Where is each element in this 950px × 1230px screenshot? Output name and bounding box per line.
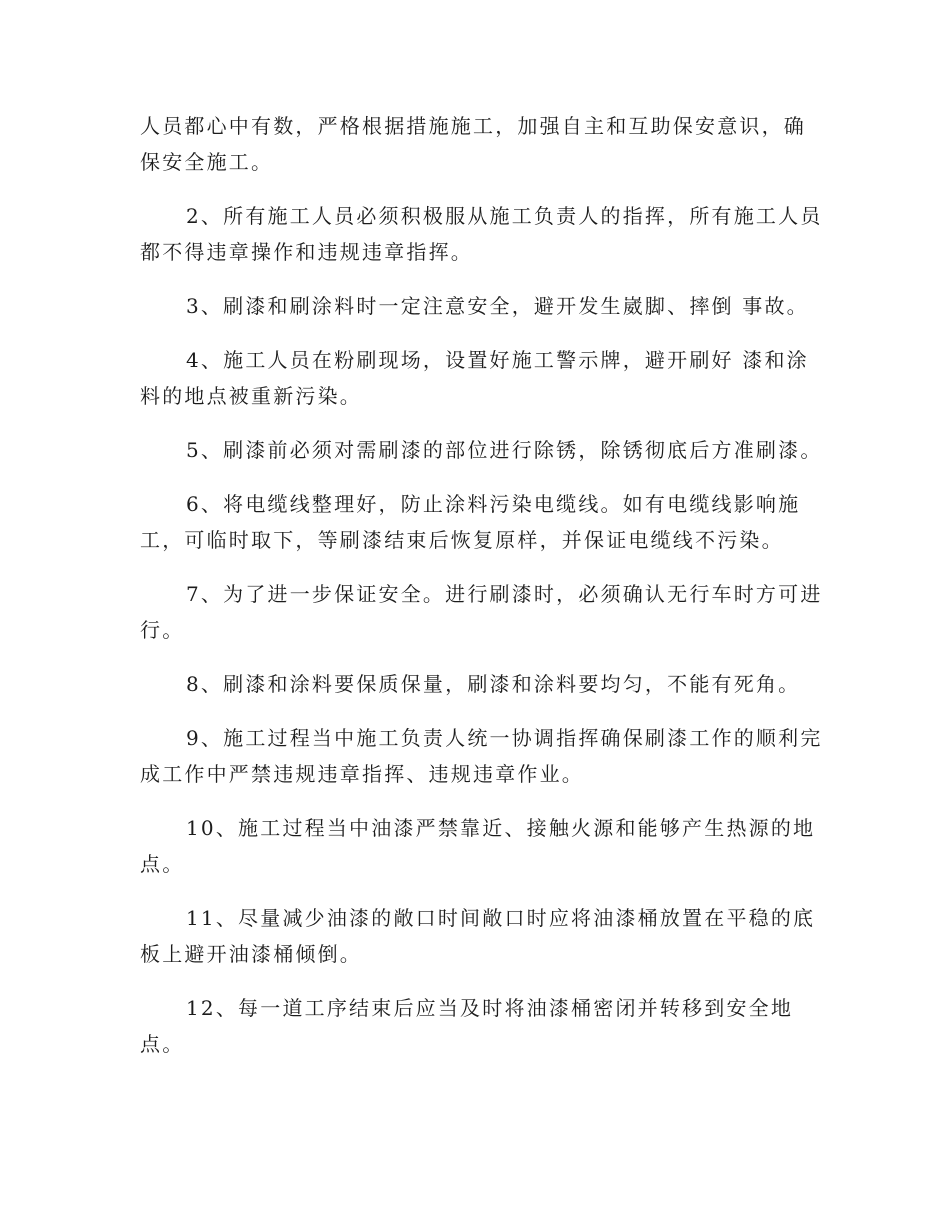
text-line: 5、刷漆前必须对需刷漆的部位进行除锈，除锈彻底后方准刷漆。 bbox=[186, 438, 823, 462]
paragraph-item-10-cont bbox=[140, 846, 820, 882]
text-line: 4、施工人员在粉刷现场，设置好施工警示牌，避开刷好 漆和涂 bbox=[186, 348, 809, 372]
text-line: 8、刷漆和涂料要保质保量，刷漆和涂料要均匀，不能有死角。 bbox=[186, 672, 801, 696]
text-line: 工，可临时取下，等刷漆结束后恢复原样，并保证电缆线不污染。 bbox=[140, 528, 784, 552]
text-line: 人员都心中有数，严格根据措施施工，加强自主和互助保安意识，确 bbox=[140, 114, 806, 138]
text-line: 10、施工过程当中油漆严禁靠近、接触火源和能够产生热源的地 bbox=[186, 816, 816, 840]
paragraph-item-12-cont bbox=[140, 1026, 820, 1062]
text-line: 9、施工过程当中施工负责人统一协调指挥确保刷漆工作的顺利完 bbox=[186, 726, 823, 750]
paragraph-item-11 bbox=[140, 900, 820, 936]
paragraph-item-8 bbox=[140, 666, 820, 702]
paragraph-item-12 bbox=[140, 990, 820, 1026]
paragraph-item-9 bbox=[140, 720, 823, 756]
paragraph-item-7 bbox=[140, 576, 823, 612]
paragraph-item-6 bbox=[140, 486, 820, 522]
document-body bbox=[140, 108, 823, 1062]
paragraph-item-6-cont bbox=[140, 522, 820, 558]
text-line: 7、为了进一步保证安全。进行刷漆时，必须确认无行车时方可进 bbox=[186, 582, 823, 606]
paragraph-continuation bbox=[140, 108, 820, 180]
text-line: 板上避开油漆桶倾倒。 bbox=[140, 942, 362, 966]
paragraph-item-3 bbox=[140, 288, 820, 324]
text-line: 成工作中严禁违规违章指挥、违规违章作业。 bbox=[140, 762, 584, 786]
text-line: 行。 bbox=[140, 618, 185, 642]
paragraph-item-10 bbox=[140, 810, 820, 846]
text-line: 保安全施工。 bbox=[140, 150, 274, 174]
paragraph-item-5 bbox=[140, 432, 823, 468]
text-line: 点。 bbox=[140, 1032, 185, 1056]
paragraph-item-7-cont bbox=[140, 612, 820, 648]
paragraph-item-2-cont bbox=[140, 234, 820, 270]
text-line: 都不得违章操作和违规违章指挥。 bbox=[140, 240, 473, 264]
text-line: 点。 bbox=[140, 852, 185, 876]
paragraph-item-2 bbox=[140, 198, 823, 234]
paragraph-item-4-cont bbox=[140, 378, 820, 414]
text-line: 料的地点被重新污染。 bbox=[140, 384, 362, 408]
paragraph-item-4 bbox=[140, 342, 820, 378]
paragraph-item-9-cont bbox=[140, 756, 820, 792]
paragraph-item-11-cont bbox=[140, 936, 820, 972]
text-line: 6、将电缆线整理好，防止涂料污染电缆线。如有电缆线影响施 bbox=[186, 492, 801, 516]
text-line: 3、刷漆和刷涂料时一定注意安全，避开发生崴脚、摔倒 事故。 bbox=[186, 294, 809, 318]
text-line: 12、每一道工序结束后应当及时将油漆桶密闭并转移到安全地 bbox=[186, 996, 794, 1020]
text-line: 2、所有施工人员必须积极服从施工负责人的指挥，所有施工人员 bbox=[186, 204, 823, 228]
text-line: 11、尽量减少油漆的敞口时间敞口时应将油漆桶放置在平稳的底 bbox=[186, 906, 816, 930]
